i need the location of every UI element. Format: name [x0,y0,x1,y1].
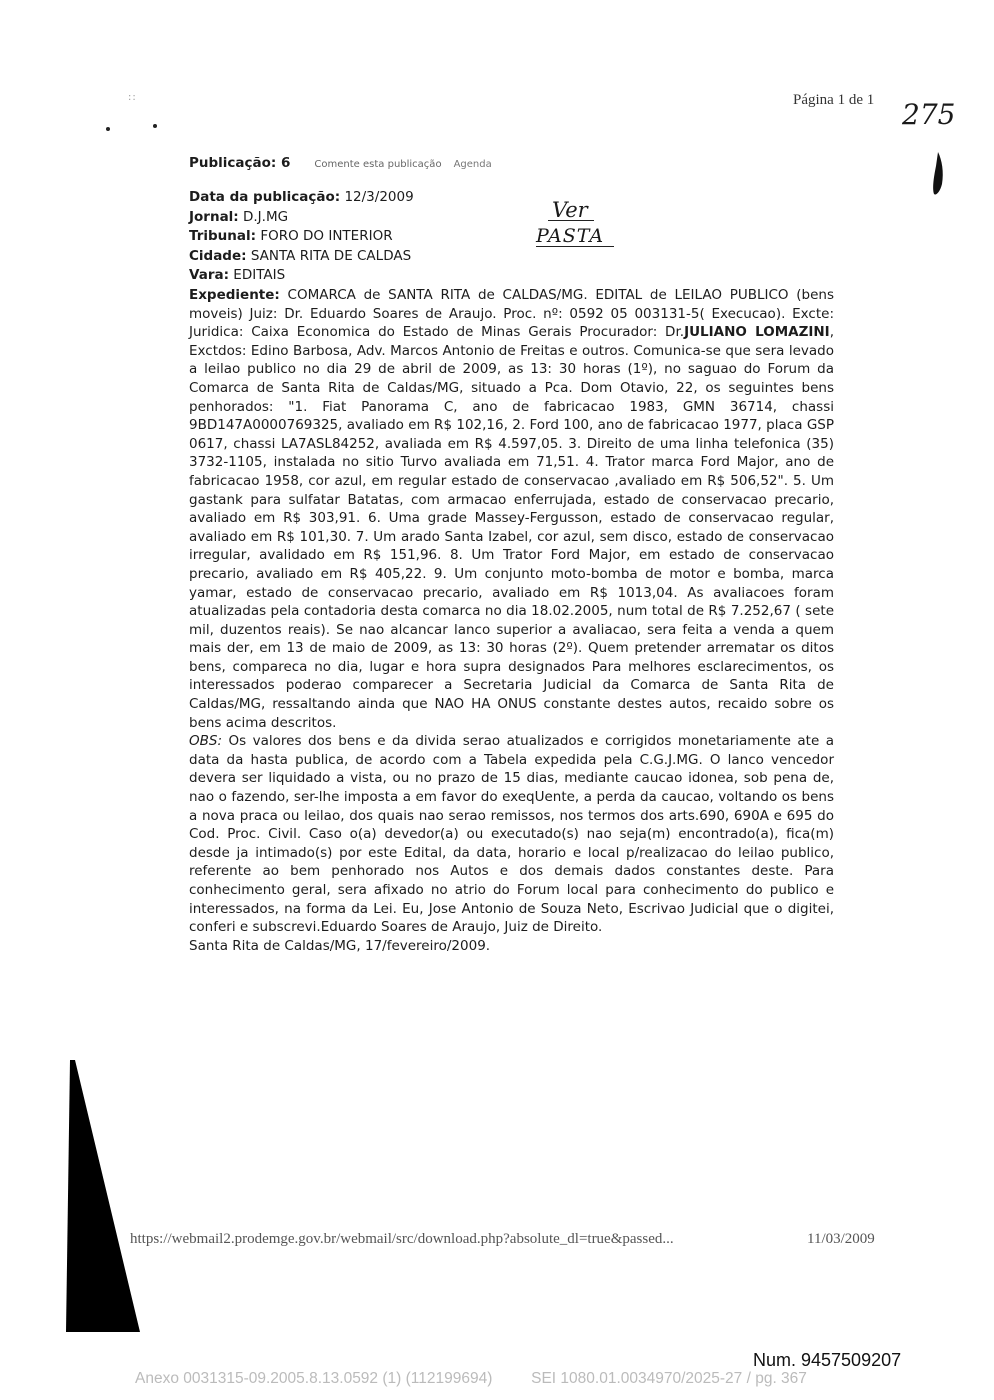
city-label: Cidade: [189,247,247,264]
vara-label: Vara: [189,267,229,283]
document-number: Num. 9457509207 [753,1350,902,1370]
expediente-text-a: COMARCA de SANTA RITA de CALDAS/MG. EDITAL de LEILAO PUBLICO (bens moveis) Juiz: Dr. Eduardo Soares de Araujo. Proc. nº: 0592 05 003131-5( Execucao). Excte: Juridica: Caixa Economica do Estado de Minas Gerais Procurador: Dr. [189,287,834,341]
print-date: 11/03/2009 [807,1231,875,1247]
handwritten-page-number: 275 [902,98,956,131]
court-value: FORO DO INTERIOR [260,228,393,244]
page-indicator: Página 1 de 1 [793,92,875,108]
agenda-link[interactable]: Agenda [453,159,492,170]
obs-text: Os valores dos bens e da divida serao atualizados e corrigidos monetariamente ate a data da hasta publica, de acordo com a Tabela expedida pela C.G.J.MG. O lanco vencedor devera ser liquidado a vista, ou no prazo de 15 dias, mediante caucao idonea, sob pena de, nao o fazendo, ser-lhe imposta a em favor do exeqUente, a perda da caucao, voltando os bens a nova praca ou leilao, dos quais nao serao remissos, nos termos dos arts.690, 690A e 695 do Cod. Proc. Civil. Caso o(a) devedor(a) ou executado(s) nao seja(m) encontrado(a), fica(m) desde ja intimado(s) por este Edital, da data, horario e local p/realizacao do leilao publico, referente ao bem penhorado nos Autos e dos demais dados constantes deste. Para conhecimento geral, sera afixado no atrio do Forum local para conhecimento do publico e interessados, na forma da Lei. Eu, Jose Antonio de Souza Neto, Escrivao Judicial que o digitei, conferi e subscrevi.Eduardo Soares de Araujo, Juiz de Direito. [189,733,834,936]
journal-label: Jornal: [189,208,239,225]
closing-line: Santa Rita de Caldas/MG, 17/fevereiro/2009. [189,937,491,954]
date-value: 12/3/2009 [344,189,414,205]
scan-dots: :: [128,92,137,103]
handwritten-note-ver: Ver [548,200,594,221]
journal-value: D.J.MG [243,208,289,225]
expediente-label: Expediente: [189,287,280,303]
vara-value: EDITAIS [233,267,286,283]
date-label: Data da publicação: [189,189,341,205]
publication-label: Publicação: 6 [189,155,291,171]
annex-footer: Anexo 0031315-09.2005.8.13.0592 (1) (112199694) SEI 1080.01.0034970/2025-27 / pg. 367 [135,1370,807,1387]
city-value: SANTA RITA DE CALDAS [250,247,412,264]
court-label: Tribunal: [189,228,257,244]
comment-link[interactable]: Comente esta publicação [314,159,442,170]
handwritten-note-pasta: PASTA [536,226,614,247]
obs-label: OBS: [189,733,223,750]
procurador-name: JULIANO LOMAZINI [684,324,830,341]
print-url: https://webmail2.prodemge.gov.br/webmail/src/download.php?absolute_dl=true&passed... [130,1231,674,1247]
expediente-text-b: , Exctdos: Edino Barbosa, Adv. Marcos Antonio de Freitas e outros. Comunica-se que sera levado a leilao publico no dia 29 de abril de 2009, as 13: 30 horas (1º), no saguao do Forum da Comarca de Santa Rita de Caldas/MG, situado a Pca. Dom Otavio, 22, os seguintes bens penhorados: "1. Fiat Panorama C, ano de fabricacao 1983, GMN 36714, chassi 9BD147A0000769325, avaliado em R$ 102,16, 2. Ford 100, ano de fabricacao 1977, placa GSP 0617, chassi LA7ASL84252, avaliada em R$ 4.597,05. 3. Direito de uma linha telefonica (35) 3732-1105, instalada no sitio Turvo avaliada em 71,51. 4. Trator marca Ford Major, ano de fabricacao 1958, cor azul, em regular estado de conservacao ,avaliado em R$ 506,52". 5. Um gastank para sulfatar Batatas, com armacao enferrujada, estado de conservacao precario, avaliado em R$ 303,91. 6. Uma grade Massey-Fergusson, estado de conservacao regular, avaliado em R$ 101,30. 7. Um arado Santa Izabel, cor azul, sem disco, estado de conservacao irregular, avalidado em R$ 151,96. 8. Um Trator Ford Major, em estado de conservacao precario, avaliado em R$ 405,22. 9. Um conjunto moto-bomba de motor e bomba, marca yamar, estado de conservacao precario, avaliado em R$ 1013,04. As avaliacoes foram atualizadas pela contadoria desta comarca no dia 18.02.2005, num total de R$ 7.252,67 ( sete mil, duzentos reais). Se nao alcancar lanco superior a avaliacao, sera feita a venda a quem mais der, em 13 de maio de 2009, as 13: 30 horas (2º). Quem pretender arrematar os ditos bens, compareca no dia, lugar e hora supra designados Para melhores esclarecimentos, os interessados poderao comparecer a Secretaria Judicial da Comarca de Santa Rita de Caldas/MG, ressaltando ainda que NAO HA ONUS constante destes autos, recaido sobre os bens acima descritos. [189,324,835,731]
